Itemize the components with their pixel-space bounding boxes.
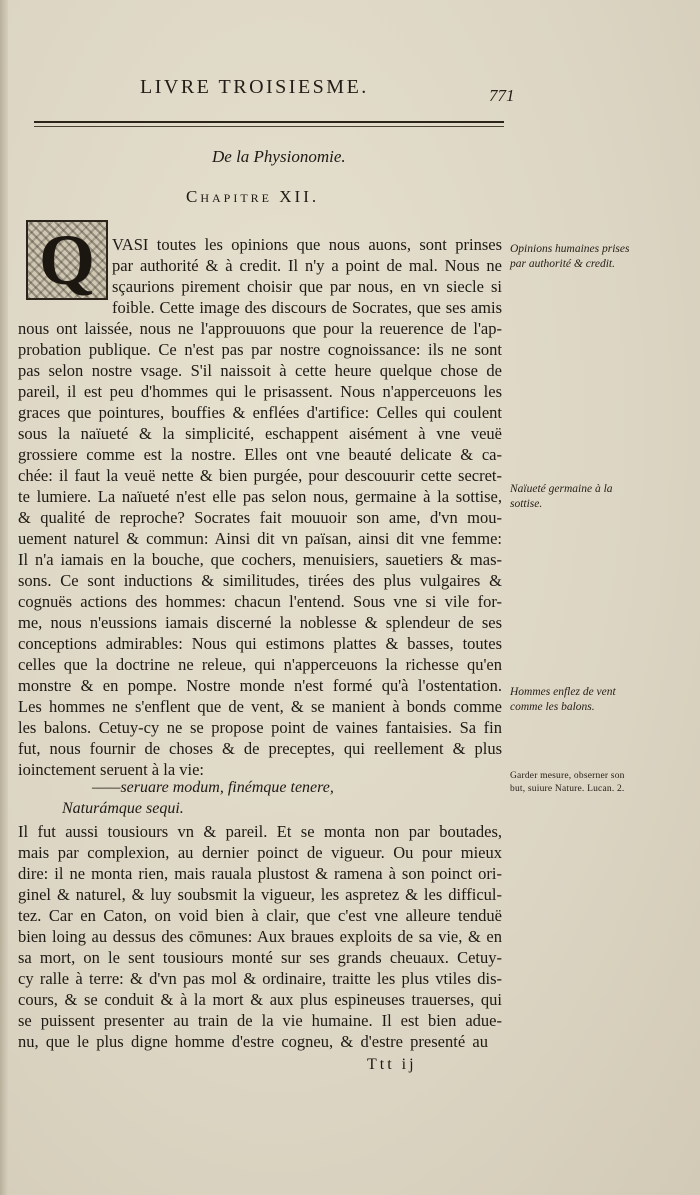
text-line: grossiere comme est la nostre. Elles ont vne beauté delicate & ca- [18, 445, 502, 464]
text-line: Les hommes ne s'enflent que de vent, & se manient à bonds comme [18, 697, 502, 716]
text-line: Il n'a iamais en la bouche, que cochers, menuisiers, sauetiers & mas- [18, 550, 502, 569]
text-line: sçaurions pirement choisir que par nous, en vn siecle si [112, 277, 502, 296]
text-line: cognuës actions des hommes: chacun l'entend. Sous vne si vile for- [18, 592, 502, 611]
text-line: mais par complexion, au dernier poinct de vigueur. Ou pour mieux [18, 843, 502, 862]
text-line: me, nous n'eussions iamais discerné la noblesse & splendeur de ses [18, 613, 502, 632]
text-line: chée: il faut la veuë nette & bien purgée, pour descouurir cette secret- [18, 466, 502, 485]
text-line: ioinctement seruent à la vie: [18, 760, 205, 779]
header-rule [34, 121, 504, 123]
margin-note: Hommes enflez de vent comme les balons. [510, 686, 616, 713]
text-line: nous ont laissée, nous ne l'approuuons que pour la reuerence de l'ap- [18, 319, 502, 338]
page-number: 771 [489, 86, 515, 105]
text-line: tez. Car en Caton, on void bien à clair, que c'est vne alleure tenduë [18, 906, 502, 925]
header-rule-thin [34, 126, 504, 127]
margin-note: Opinions humaines prises par authorité & credit. [510, 243, 630, 270]
text-line: uement naturel & commun: Ainsi dit vn païsan, ainsi dit vne femme: [18, 529, 502, 548]
text-line: conceptions admirables: Nous qui estimons plattes & basses, toutes [18, 634, 502, 653]
text-line: pareil, il est peu d'hommes qui le prisassent. Nous n'apperceuons les [18, 382, 502, 401]
quotation-line: Naturámque sequi. [62, 800, 184, 817]
quotation-line: ——seruare modum, finémque tenere, [92, 779, 334, 796]
text-line: Il fut aussi tousiours vn & pareil. Et se monta non par boutades, [18, 822, 502, 841]
text-line: celles que la doctrine ne releue, qui n'apperceuons la richesse qu'en [18, 655, 502, 674]
text-line: dire: il ne monta rien, mais rauala plustost & ramena à son poinct ori- [18, 864, 502, 883]
running-head: LIVRE TROISIESME. [140, 76, 369, 98]
section-title: De la Physionomie. [212, 147, 346, 166]
text-line: te lumiere. La naïueté n'est elle pas selon nous, germaine à la sottise, [18, 487, 502, 506]
margin-note: Naïueté germaine à la sottise. [510, 483, 613, 510]
text-line: cours, & se conduit & à la mort & aux plus espineuses trauerses, qui [18, 990, 502, 1009]
text-line: ginel & naturel, & luy soubsmit la vigueur, les aspretez & les difficul- [18, 885, 502, 904]
text-line: nu, que le plus digne homme d'estre cogneu, & d'estre presenté au [18, 1032, 488, 1051]
text-line: VASI toutes les opinions que nous auons, sont prinses [112, 235, 502, 254]
text-line: se puissent presenter au train de la vie humaine. Il est bien adue- [18, 1011, 502, 1030]
drop-cap-letter: Q [38, 220, 95, 300]
text-line: fut, nous fournir de choses & de preceptes, qui reellement & plus [18, 739, 502, 758]
text-line: sons. Ce sont inductions & similitudes, tirées des plus vulgaires & [18, 571, 502, 590]
text-line: par authorité & à credit. Il n'y a point de mal. Nous ne [112, 256, 502, 275]
text-line: pas selon nostre vsage. S'il naissoit à cette heure quelque chose de [18, 361, 502, 380]
text-line: & qualité de reproche? Socrates fait mouuoir son ame, d'vn mou- [18, 508, 502, 527]
text-line: foible. Cette image des discours de Socrates, que ses amis [112, 298, 502, 317]
text-line: monstre & en pompe. Nostre monde n'est formé qu'à l'ostentation. [18, 676, 502, 695]
text-line: graces que pointures, bouffies & enflées d'artifice: Celles qui coulent [18, 403, 502, 422]
signature-mark: Ttt ij [367, 1056, 417, 1073]
text-line: bien loing au dessus des cōmunes: Aux braues exploits de sa vie, & en [18, 927, 502, 946]
ornamental-drop-cap [26, 220, 108, 300]
page-binding-edge [0, 0, 8, 1195]
chapter-title: Chapitre XII. [186, 187, 320, 206]
text-line: cy ralle à terre: & d'vn pas mol & ordinaire, traitte les plus vtiles dis- [18, 969, 502, 988]
text-line: probation publique. Ce n'est pas par nostre cognoissance: ils ne sont [18, 340, 502, 359]
text-line: les balons. Cetuy-cy ne se propose point de vaines fantaisies. Sa fin [18, 718, 502, 737]
margin-note: Garder mesure, obserner son but, suiure Nature. Lucan. 2. [510, 771, 625, 794]
text-line: sous la naïueté & la simplicité, eschappent aisément à vne veuë [18, 424, 502, 443]
text-line: sa mort, on le sent tousiours monté sur ses grands cheuaux. Cetuy- [18, 948, 502, 967]
